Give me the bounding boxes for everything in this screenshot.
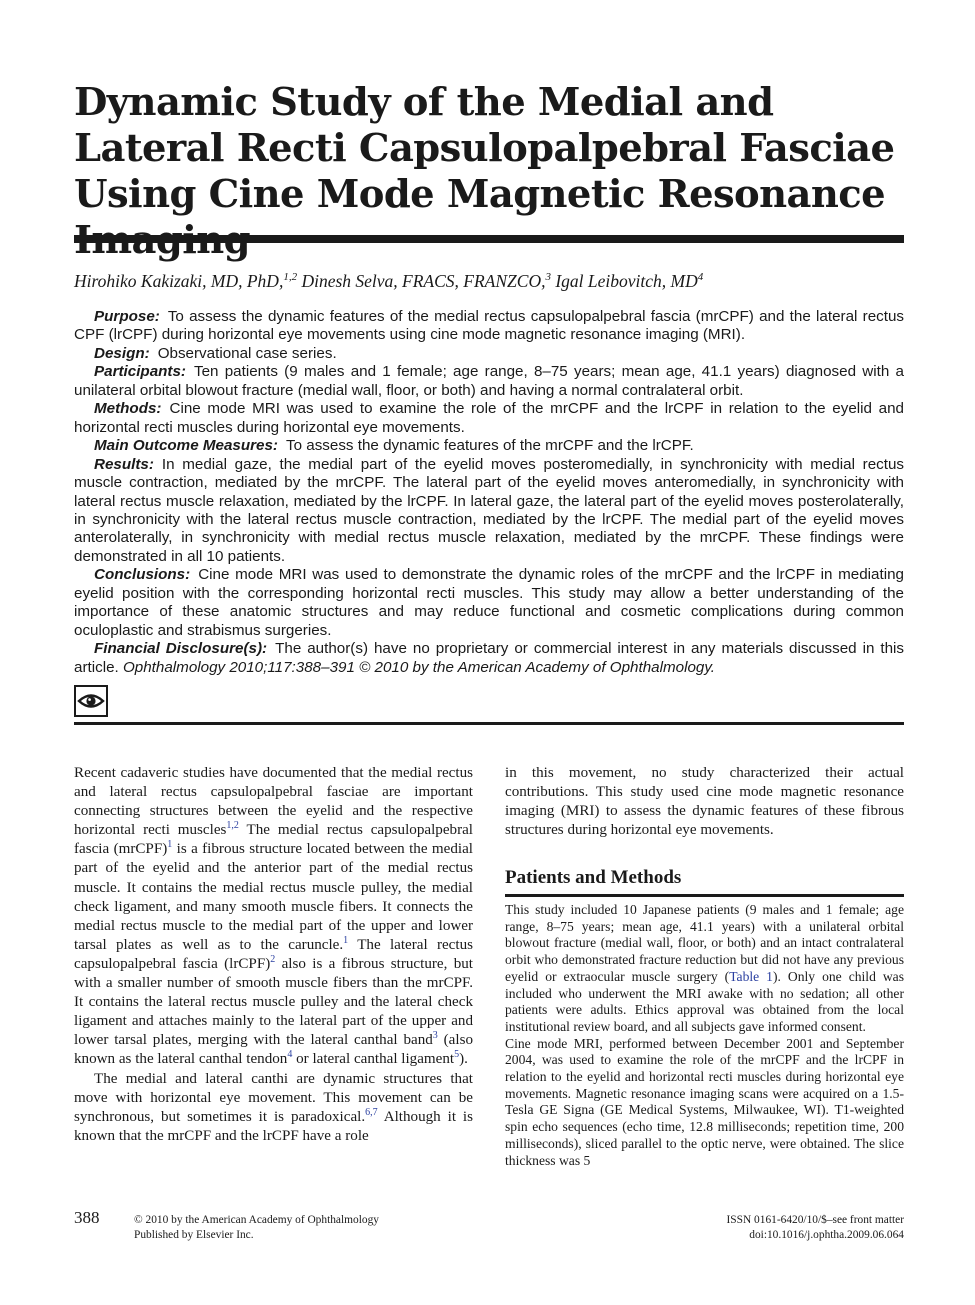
body-text: ). Only one child was included who underwent the MRI awake with no sedation; all other patients were adults. Ethics approval was obtained from the local institutional review board, and all subjects gave informed consent.	[505, 968, 905, 1034]
body-text: Recent cadaveric studies have documented that the medial rectus and lateral rectus capsulopalpebral fasciae are important connecting structures between the eyelid and the respective horizontal recti muscles	[74, 765, 473, 839]
abstract-text: To assess the dynamic features of the medial rectus capsulopalpebral fascia (mrCPF) and the lateral rectus CPF (lrCPF) during horizontal eye movements using cine mode magnetic resonance imaging (MRI).	[74, 308, 904, 344]
issn-line: ISSN 0161-6420/10/$–see front matter	[726, 1214, 904, 1226]
reference-link[interactable]: 1	[343, 934, 349, 946]
abstract-outcome	[74, 437, 904, 455]
body-left-column	[74, 764, 473, 1146]
abstract-text: Ten patients (9 males and 1 female; age range, 8–75 years; mean age, 41.1 years) diagnosed with a unilateral orbital blowout fracture (medial wall, floor, or both) and having a normal contralateral orbit.	[74, 363, 904, 399]
abstract-design	[74, 345, 904, 363]
author-affiliation: 1,2	[283, 271, 298, 283]
body-text: The medial rectus capsulopalpebral fascia (mrCPF)	[74, 822, 473, 858]
copyright-line: © 2010 by the American Academy of Ophthalmology	[134, 1214, 379, 1226]
section-heading-rule	[505, 894, 904, 897]
page-number: 388	[74, 1208, 100, 1227]
abstract-label: Financial Disclosure(s):	[94, 640, 268, 658]
abstract-text: The author(s) have no proprietary or commercial interest in any materials discussed in this article.	[74, 640, 904, 676]
abstract-conclusions	[74, 566, 904, 640]
body-text: (also known as the lateral canthal tendon	[74, 1032, 473, 1068]
section-heading: Patients and Methods	[505, 867, 682, 888]
body-text: ).	[459, 1051, 468, 1068]
abstract-label: Methods:	[94, 400, 162, 418]
abstract-label: Main Outcome Measures:	[94, 437, 278, 455]
abstract-text: Cine mode MRI was used to examine the role of the mrCPF and the lrCPF in relation to the eyelid and horizontal recti muscles during horizontal eye movements.	[74, 400, 904, 436]
abstract-label: Participants:	[94, 363, 186, 381]
body-paragraph: in this movement, no study characterized their actual contributions. This study used cine mode magnetic resonance imaging (MRI) to assess the dynamic features of these fibrous structures during horizontal eye movements.	[505, 765, 904, 839]
publisher-info	[134, 1213, 379, 1243]
abstract-disclosure	[74, 640, 904, 677]
reference-link[interactable]: 3	[432, 1030, 438, 1042]
body-text: Although it is known that the mrCPF and the lrCPF have a role	[74, 1108, 474, 1144]
reference-link[interactable]: 4	[287, 1049, 293, 1061]
reference-link[interactable]: 6,7	[365, 1106, 378, 1118]
doi-line[interactable]: doi:10.1016/j.ophtha.2009.06.064	[749, 1229, 904, 1241]
body-text: or lateral canthal ligament	[292, 1051, 455, 1068]
abstract-results	[74, 456, 904, 567]
eye-icon-box	[74, 685, 108, 717]
eye-icon	[76, 687, 106, 715]
body-paragraph	[74, 1070, 473, 1146]
reference-link[interactable]: 2	[270, 953, 276, 965]
abstract-label: Purpose:	[94, 308, 160, 325]
abstract-text: Cine mode MRI was used to demonstrate the dynamic roles of the mrCPF and the lrCPF in mediating eyelid position with the corresponding horizontal recti muscles. This study may allow a better understanding of the importance of these anatomic structures and may reduce functional and cosmetic complications during common oculoplastic and strabismus surgeries.	[74, 566, 904, 639]
body-paragraph	[74, 764, 473, 1070]
reference-link[interactable]: 1	[167, 839, 173, 851]
reference-link[interactable]: 1,2	[226, 820, 239, 832]
body-text: This study included 10 Japanese patients (9 males and 1 female; age range, 8–75 years; mean age, 41.1 years) with a unilateral orbital blowout fracture (medial wall, floor, or both) and an intact contralateral orbit who demonstrated fracture reduction but did not have any previous eyelid or extraocular muscle surgery (	[505, 902, 904, 984]
abstract-label: Design:	[94, 344, 150, 362]
abstract-purpose	[74, 308, 904, 345]
author-name: Hirohiko Kakizaki, MD, PhD,	[74, 270, 284, 291]
author-name: Dinesh Selva, FRACS, FRANZCO,	[301, 270, 546, 291]
author-list	[74, 266, 904, 292]
body-text: The medial and lateral canthi are dynamic structures that move with horizontal eye movement. This movement can be synchronous, but sometimes it is paradoxical.	[74, 1070, 473, 1125]
abstract	[74, 308, 904, 677]
abstract-text: To assess the dynamic features of the mrCPF and the lrCPF.	[286, 437, 694, 455]
issn-info	[727, 1213, 904, 1243]
abstract-label: Conclusions:	[94, 566, 191, 584]
publisher-line: Published by Elsevier Inc.	[134, 1229, 254, 1241]
reference-link[interactable]: 5	[454, 1049, 460, 1061]
author-name: Igal Leibovitch, MD	[555, 270, 698, 291]
body-right-column-intro	[505, 764, 904, 840]
body-right-column-methods	[505, 902, 904, 1169]
abstract-text: Observational case series.	[157, 344, 337, 362]
abstract-text: In medial gaze, the medial part of the eyelid moves posteromedially, in synchronicity with medial rectus muscle contraction, mediated by the mrCPF. The lateral part of the eyelid moves anteromedially, in synchronicity with lateral rectus muscle relaxation, mediated by the lrCPF. In lateral gaze, the lateral part of the eyelid moves posterolaterally, in synchronicity with the lateral rectus muscle contraction, mediated by the lrCPF. The medial part of the eyelid moves anterolaterally, in synchronicity with medial rectus muscle relaxation, mediated by the mrCPF. These findings were demonstrated in all 10 patients.	[74, 455, 904, 565]
article-title: Dynamic Study of the Medial and Lateral Recti Capsulopalpebral Fasciae Using Cine Mode Magnetic Resonance	[74, 80, 895, 217]
title-divider	[74, 235, 904, 243]
abstract-methods	[74, 400, 904, 437]
table-link[interactable]: Table 1	[729, 968, 773, 984]
author-affiliation: 4	[697, 271, 704, 283]
abstract-citation: Ophthalmology 2010;117:388–391 © 2010 by the American Academy of Ophthalmology.	[122, 658, 716, 676]
body-paragraph: Cine mode MRI, performed between December 2001 and September 2004, was used to examine the role of the mrCPF and the lrCPF in relation to the eyelid and horizontal recti muscles during horizontal eye movements. Magnetic resonance imaging scans were acquired on a 1.5-Tesla GE Signa (GE Medical Systems, Milwaukee, WI). T1-weighted spin echo sequences (echo time, 12.8 milliseconds; repetition time, 200 milliseconds), sliced parallel to the optic nerve, were obtained. The slice thickness was 5	[505, 1035, 904, 1168]
author-affiliation: 3	[545, 271, 551, 283]
abstract-participants	[74, 363, 904, 400]
body-text: also is a fibrous structure, but with a smaller number of smooth muscle fibers than the mrCPF. It contains the lateral rectus muscle pulley and the lateral check ligament and attaches mainly to the lateral part of the upper and lower tarsal plates, merging with the lateral canthal band	[74, 955, 473, 1049]
body-text: is a fibrous structure located between the medial part of the eyelid and the anterior part of the medial rectus muscle. It contains the medial rectus muscle pulley, the medial check ligament, and many smooth muscle fibers. It connects the medial rectus muscle to the medial part of the upper and lower tarsal plates as well as to the caruncle.	[74, 841, 473, 953]
abstract-label: Results:	[94, 455, 154, 473]
body-paragraph	[505, 902, 904, 1036]
body-text: The lateral rectus capsulopalpebral fascia (lrCPF)	[74, 936, 473, 972]
section-divider	[74, 722, 904, 725]
